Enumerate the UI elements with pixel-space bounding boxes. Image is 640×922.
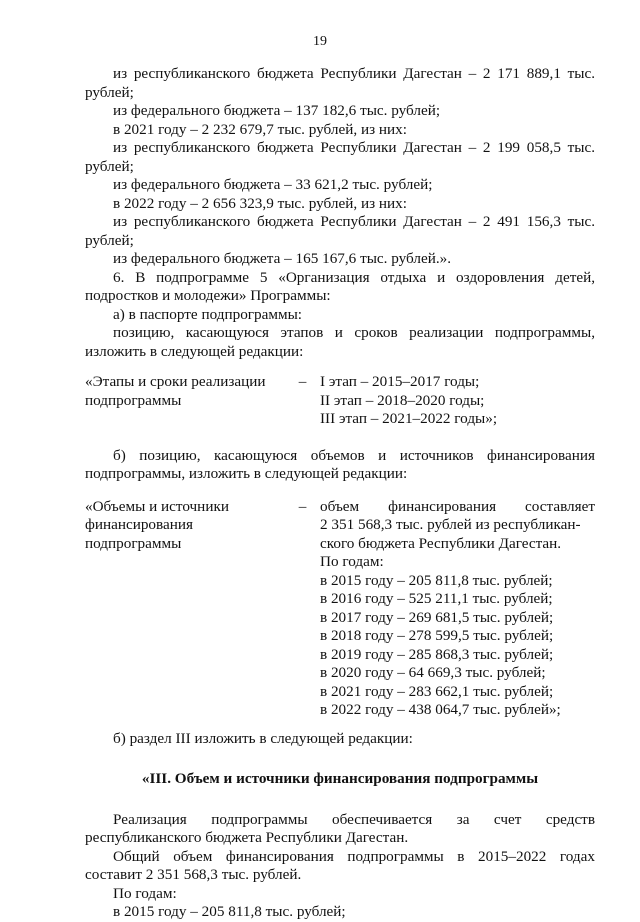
volumes-year-line: в 2016 году – 525 211,1 тыс. рублей; <box>320 590 553 607</box>
volumes-year-line: в 2022 году – 438 064,7 тыс. рублей»; <box>320 701 561 718</box>
text-line: из федерального бюджета – 33 621,2 тыс. рублей; <box>113 176 433 193</box>
section-p2-line1: Общий объем финансирования подпрограммы в 2015–2022 годах <box>113 847 595 865</box>
item6-pos1-line1: позицию, касающуюся этапов и сроков реализации подпрограммы, <box>113 324 595 341</box>
stage-line: II этап – 2018–2020 годы; <box>320 391 485 409</box>
text-line: в 2022 году – 2 656 323,9 тыс. рублей, из них: <box>113 194 407 212</box>
text-line: в 2021 году – 2 232 679,7 тыс. рублей, из них: <box>113 120 407 138</box>
text-line: рублей; <box>85 231 134 249</box>
section-heading: «III. Объем и источники финансирования подпрограммы <box>141 770 539 787</box>
section-p1-line1: Реализация подпрограммы обеспечивается за счет средств <box>113 810 595 828</box>
volumes-year-line: в 2021 году – 283 662,1 тыс. рублей; <box>320 682 554 700</box>
volumes-year-line: в 2019 году – 285 868,3 тыс. рублей; <box>320 645 554 663</box>
section-change-line: б) раздел III изложить в следующей редакции: <box>113 729 413 747</box>
volumes-year-line: в 2018 году – 278 599,5 тыс. рублей; <box>320 627 554 644</box>
text-line: из федерального бюджета – 137 182,6 тыс. рублей; <box>113 102 441 119</box>
item6-line1: 6. В подпрограмме 5 «Организация отдыха и оздоровления детей, <box>113 268 595 286</box>
text-line: из республиканского бюджета Республики Дагестан – 2 491 156,3 тыс. <box>113 213 595 230</box>
stage-line: III этап – 2021–2022 годы»; <box>320 410 498 427</box>
text-line: из федерального бюджета – 165 167,6 тыс. рублей.». <box>113 250 452 267</box>
volumes-label-line: «Объемы и источники <box>85 497 229 515</box>
section-p2-line2: составит 2 351 568,3 тыс. рублей. <box>85 866 302 883</box>
stages-dash: – <box>298 373 307 390</box>
section-by-years: По годам: <box>113 884 177 902</box>
item6-sub-a: а) в паспорте подпрограммы: <box>113 305 302 323</box>
stages-block <box>85 373 595 429</box>
document-body <box>85 65 595 922</box>
stage-line: I этап – 2015–2017 годы; <box>320 373 480 390</box>
item6-line2: подростков и молодежи» Программы: <box>85 287 331 304</box>
volumes-text-line: ского бюджета Республики Дагестан. <box>320 534 562 552</box>
volumes-text-line: объем финансирования составляет <box>320 497 595 515</box>
sub-b-line2: подпрограммы, изложить в следующей редакции: <box>85 465 408 482</box>
volumes-dash: – <box>298 497 307 515</box>
text-line: из республиканского бюджета Республики Дагестан – 2 171 889,1 тыс. <box>113 65 595 82</box>
section-year-2015: в 2015 году – 205 811,8 тыс. рублей; <box>113 903 346 920</box>
volumes-values <box>320 498 595 720</box>
text-line: рублей; <box>85 157 134 175</box>
item6-pos1-line2: изложить в следующей редакции: <box>85 342 304 360</box>
volumes-year-line: в 2020 году – 64 669,3 тыс. рублей; <box>320 664 546 681</box>
volumes-label-line: подпрограммы <box>85 534 182 552</box>
volumes-label-line: финансирования <box>85 516 193 533</box>
text-line: рублей; <box>85 83 134 101</box>
volumes-by-years: По годам: <box>320 553 384 570</box>
volumes-text-line: 2 351 568,3 тыс. рублей из республикан- <box>320 516 581 533</box>
volumes-year-line: в 2017 году – 269 681,5 тыс. рублей; <box>320 608 554 626</box>
volumes-label <box>85 498 285 720</box>
section-p1-line2: республиканского бюджета Республики Дагестан. <box>85 829 409 846</box>
page-number: 19 <box>313 34 327 49</box>
stages-values <box>320 373 595 429</box>
sub-b-line1: б) позицию, касающуюся объемов и источников финансирования <box>113 446 595 464</box>
volumes-year-line: в 2015 году – 205 811,8 тыс. рублей; <box>320 571 553 589</box>
stages-label: «Этапы и сроки реализации подпрограммы <box>85 373 266 409</box>
text-line: из республиканского бюджета Республики Дагестан – 2 199 058,5 тыс. <box>113 139 595 156</box>
volumes-block <box>85 498 595 720</box>
